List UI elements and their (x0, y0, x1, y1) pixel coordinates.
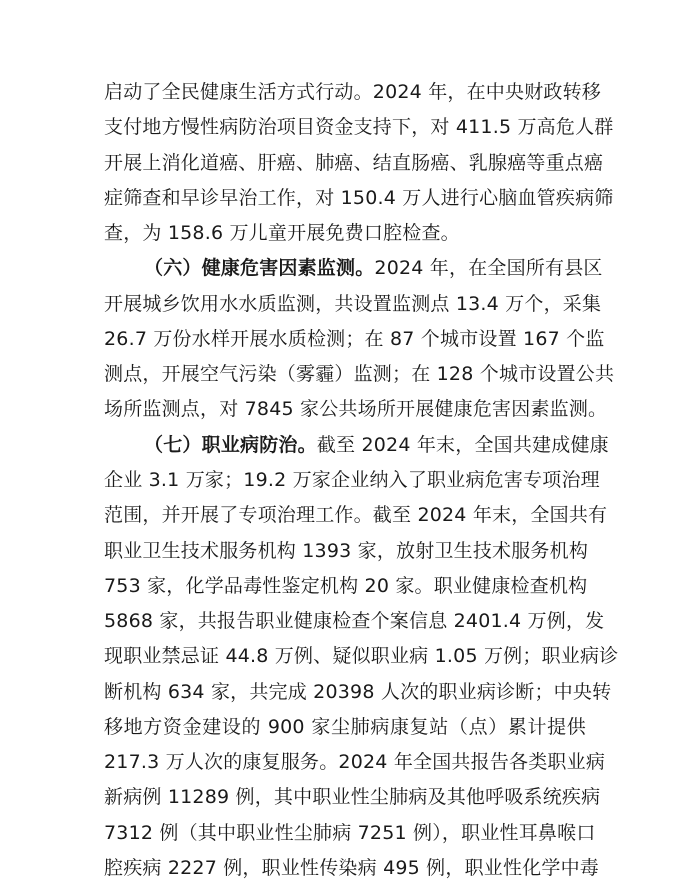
section-heading-line (144, 427, 609, 463)
body-text-line: 职业卫生技术服务机构 1393 家，放射卫生技术服务机构 (104, 540, 589, 562)
body-text-line: 217.3 万人次的康复服务。2024 年全国共报告各类职业病 (104, 751, 606, 773)
body-text-line: 测点，开展空气污染（雾霾）监测；在 128 个城市设置公共 (104, 363, 615, 385)
body-text: 2024 年，在全国所有县区 (374, 257, 603, 279)
body-text-line: 移地方资金建设的 900 家尘肺病康复站（点）累计提供 (104, 716, 586, 738)
body-text-line: 新病例 11289 例，其中职业性尘肺病及其他呼吸系统疾病 (104, 786, 601, 808)
body-text-line: 支付地方慢性病防治项目资金支持下，对 411.5 万高危人群 (104, 116, 614, 138)
body-text-line: 753 家，化学品毒性鉴定机构 20 家。职业健康检查机构 (104, 575, 588, 597)
body-text-line: 场所监测点，对 7845 家公共场所开展健康危害因素监测。 (104, 398, 608, 420)
body-text-line: 开展上消化道癌、肝癌、肺癌、结直肠癌、乳腺癌等重点癌 (104, 152, 604, 174)
body-text-line: 症筛查和早诊早治工作，对 150.4 万人进行心脑血管疾病筛 (104, 187, 614, 209)
body-text-line: 企业 3.1 万家；19.2 万家企业纳入了职业病危害专项治理 (104, 469, 600, 491)
body-text-line: 开展城乡饮用水水质监测，共设置监测点 13.4 万个，采集 (104, 293, 602, 315)
body-text-line: 5868 家，共报告职业健康检查个案信息 2401.4 万例，发 (104, 610, 605, 632)
section-heading-line (144, 250, 603, 286)
body-text-line: 26.7 万份水样开展水质检测；在 87 个城市设置 167 个监 (104, 328, 605, 350)
section-heading: （六）健康危害因素监测。 (144, 257, 375, 279)
body-text-line: 范围，并开展了专项治理工作。截至 2024 年末，全国共有 (104, 504, 608, 526)
body-text-line: 启动了全民健康生活方式行动。2024 年，在中央财政转移 (104, 81, 601, 103)
body-text-line: 现职业禁忌证 44.8 万例、疑似职业病 1.05 万例；职业病诊 (104, 645, 619, 667)
body-text-line: 腔疾病 2227 例，职业性传染病 495 例，职业性化学中毒 (104, 857, 599, 879)
body-text: 截至 2024 年末，全国共建成健康 (316, 434, 609, 456)
body-text-line: 7312 例（其中职业性尘肺病 7251 例），职业性耳鼻喉口 (104, 822, 596, 844)
section-heading: （七）职业病防治。 (144, 434, 317, 456)
body-text-line: 查，为 158.6 万儿童开展免费口腔检查。 (104, 222, 460, 244)
body-text-line: 断机构 634 家，共完成 20398 人次的职业病诊断；中央转 (104, 681, 612, 703)
